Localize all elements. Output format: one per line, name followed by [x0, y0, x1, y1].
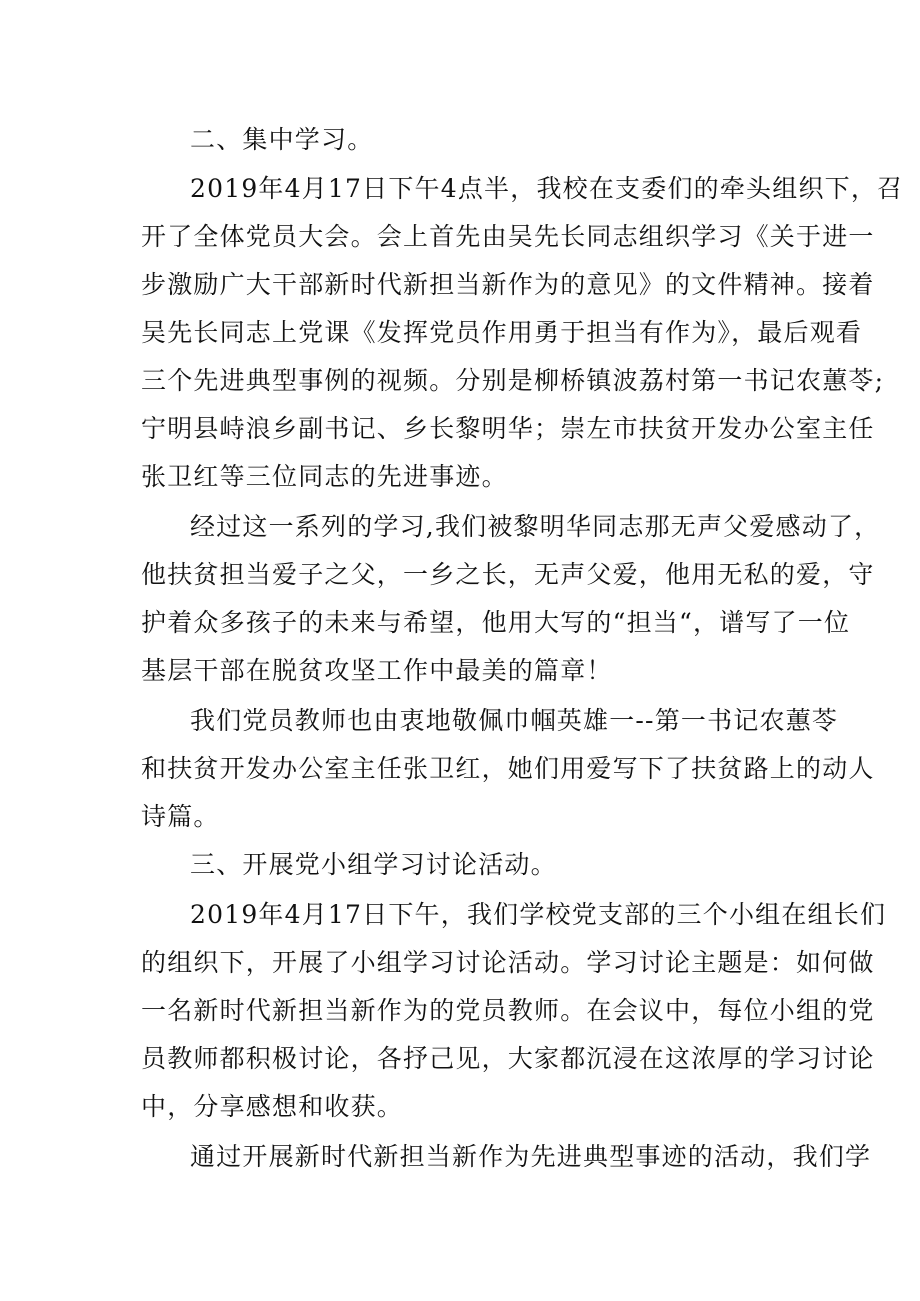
- paragraph-line: 三个先进典型事例的视频。分别是柳桥镇波荔村第一书记农蕙苓;: [141, 366, 885, 395]
- paragraph-line: 中，分享感想和收获。: [141, 1092, 404, 1121]
- paragraph-line: 诗篇。: [141, 802, 220, 831]
- paragraph-line: 护着众多孩子的未来与希望，他用大写的“担当“，谱写了一位: [141, 608, 851, 637]
- paragraph-line: 吴先长同志上党课《发挥党员作用勇于担当有作为》，最后观看: [141, 318, 863, 347]
- section-heading-two: 二、集中学习。: [190, 125, 374, 154]
- section-heading-three: 三、开展党小组学习讨论活动。: [190, 850, 557, 879]
- paragraph-line: 的组织下，开展了小组学习讨论活动。学习讨论主题是：如何做: [141, 948, 875, 977]
- paragraph-line: 2019年4月17日下午，我们学校党支部的三个小组在组长们: [190, 900, 887, 929]
- paragraph-line: 2019年4月17日下午4点半，我校在支委们的牵头组织下，召: [190, 174, 904, 203]
- paragraph-line: 经过这一系列的学习,我们被黎明华同志那无声父爱感动了，: [190, 512, 881, 541]
- paragraph-line: 员教师都积极讨论，各抒己见，大家都沉浸在这浓厚的学习讨论: [141, 1044, 875, 1073]
- paragraph-line: 我们党员教师也由衷地敬佩巾帼英雄一--第一书记农蕙苓: [190, 706, 839, 735]
- paragraph-line: 和扶贫开发办公室主任张卫红，她们用爱写下了扶贫路上的动人: [141, 754, 875, 783]
- paragraph-line: 宁明县峙浪乡副书记、乡长黎明华；崇左市扶贫开发办公室主任: [141, 414, 875, 443]
- paragraph-line: 张卫红等三位同志的先进事迹。: [141, 462, 508, 491]
- paragraph-line: 开了全体党员大会。会上首先由吴先长同志组织学习《关于进一: [141, 222, 875, 251]
- paragraph-line: 基层干部在脱贫攻坚工作中最美的篇章！: [141, 656, 613, 685]
- paragraph-line: 通过开展新时代新担当新作为先进典型事迹的活动，我们学: [190, 1142, 872, 1171]
- paragraph-line: 一名新时代新担当新作为的党员教师。在会议中，每位小组的党: [141, 996, 875, 1025]
- paragraph-line: 步激励广大干部新时代新担当新作为的意见》的文件精神。接着: [141, 270, 875, 299]
- paragraph-line: 他扶贫担当爱子之父，一乡之长，无声父爱，他用无私的爱，守: [141, 560, 875, 589]
